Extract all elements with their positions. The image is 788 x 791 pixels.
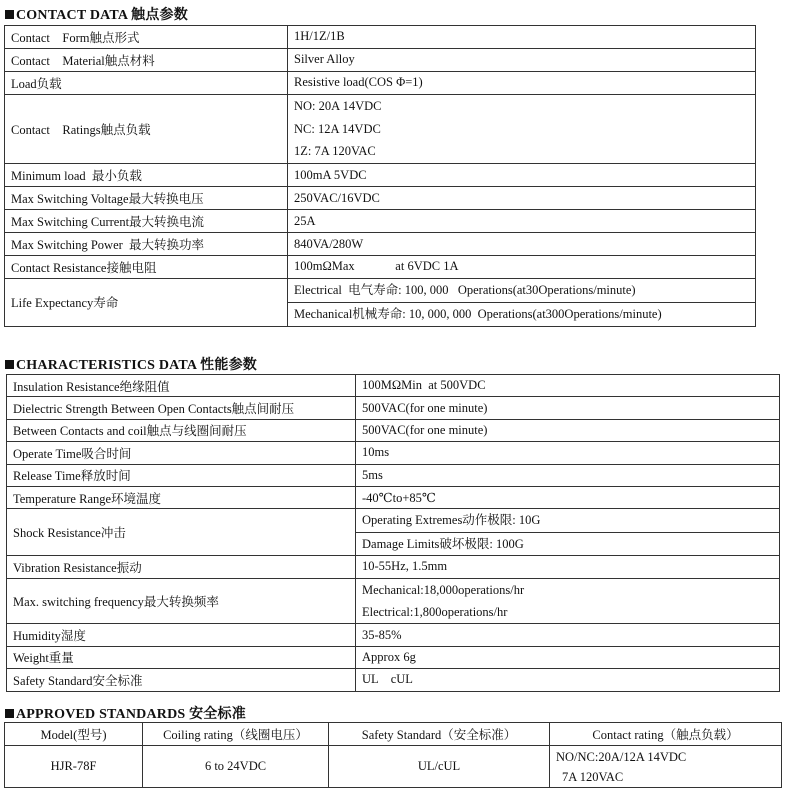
table-row xyxy=(7,646,780,668)
row-value: Electrical:1,800operations/hr xyxy=(362,604,508,619)
square-bullet-icon xyxy=(5,10,14,19)
contact-data-title: CONTACT DATA 触点参数 xyxy=(16,8,188,23)
row-value: 5ms xyxy=(356,464,780,486)
table-row xyxy=(5,746,782,788)
header-model: Model(型号) xyxy=(5,723,143,746)
header-safety-standard: Safety Standard（安全标准） xyxy=(329,723,550,746)
row-label: Minimum load 最小负载 xyxy=(5,164,288,187)
row-label: Safety Standard安全标准 xyxy=(7,669,356,691)
table-row xyxy=(7,624,780,646)
square-bullet-icon xyxy=(5,360,14,369)
table-row xyxy=(5,94,756,164)
contact-data-table xyxy=(4,25,756,327)
table-row xyxy=(7,509,780,556)
row-label: Insulation Resistance绝缘阻值 xyxy=(7,375,356,397)
table-row xyxy=(7,669,780,691)
header-contact-rating: Contact rating（触点负载） xyxy=(550,723,782,746)
characteristics-data-table xyxy=(6,374,780,692)
contact-data-heading xyxy=(5,4,188,24)
row-value: 1Z: 7A 120VAC xyxy=(294,144,376,159)
table-row xyxy=(5,255,756,278)
characteristics-data-title: CHARACTERISTICS DATA 性能参数 xyxy=(16,358,257,373)
row-value: Electrical 电气寿命: 100, 000 Operations(at30Operations/minute) xyxy=(294,282,636,297)
row-value: 1H/1Z/1B xyxy=(288,26,756,49)
row-value: Mechanical:18,000operations/hr xyxy=(362,582,525,597)
table-row xyxy=(5,233,756,256)
model-cell: HJR-78F xyxy=(5,746,143,788)
row-label: Contact Ratings触点负载 xyxy=(5,94,288,164)
table-row xyxy=(7,397,780,419)
row-label: Weight重量 xyxy=(7,646,356,668)
row-value: 100mA 5VDC xyxy=(288,164,756,187)
header-coiling-rating: Coiling rating（线圈电压） xyxy=(143,723,329,746)
table-row xyxy=(7,486,780,508)
row-label: Vibration Resistance振动 xyxy=(7,556,356,578)
table-row xyxy=(7,375,780,397)
row-value: Silver Alloy xyxy=(288,48,756,71)
row-value: 25A xyxy=(288,210,756,233)
row-label: Contact Resistance接触电阻 xyxy=(5,255,288,278)
row-value-group xyxy=(356,578,780,624)
approved-standards-heading xyxy=(5,703,246,723)
row-value: 35-85% xyxy=(356,624,780,646)
row-value: Operating Extremes动作极限: 10G xyxy=(362,513,541,528)
row-label: Dielectric Strength Between Open Contacts触点间耐压 xyxy=(7,397,356,419)
table-row xyxy=(7,578,780,624)
table-row xyxy=(5,278,756,326)
table-row xyxy=(5,164,756,187)
contact-rating-line: 7A 120VAC xyxy=(562,769,624,784)
row-label: Operate Time吸合时间 xyxy=(7,442,356,464)
row-label: Max Switching Voltage最大转换电压 xyxy=(5,187,288,210)
row-label: Between Contacts and coil触点与线圈间耐压 xyxy=(7,419,356,441)
row-value: UL cUL xyxy=(356,669,780,691)
row-value: 250VAC/16VDC xyxy=(288,187,756,210)
table-row xyxy=(5,187,756,210)
row-label: Temperature Range环境温度 xyxy=(7,486,356,508)
row-label: Life Expectancy寿命 xyxy=(5,278,288,326)
row-value: 100MΩMin at 500VDC xyxy=(356,375,780,397)
row-label: Max Switching Current最大转换电流 xyxy=(5,210,288,233)
row-value: Approx 6g xyxy=(356,646,780,668)
contact-rating-cell xyxy=(550,746,782,788)
table-header-row xyxy=(5,723,782,746)
row-value: 500VAC(for one minute) xyxy=(356,397,780,419)
row-label: Humidity湿度 xyxy=(7,624,356,646)
row-value: 10ms xyxy=(356,442,780,464)
contact-rating-line: NO/NC:20A/12A 14VDC xyxy=(556,749,687,764)
table-row xyxy=(7,464,780,486)
row-label: Contact Material触点材料 xyxy=(5,48,288,71)
approved-standards-table xyxy=(4,722,782,788)
row-label: Max Switching Power 最大转换功率 xyxy=(5,233,288,256)
approved-standards-title: APPROVED STANDARDS 安全标准 xyxy=(16,707,246,722)
row-value: Resistive load(COS Φ=1) xyxy=(288,71,756,94)
row-value: Damage Limits破坏极限: 100G xyxy=(356,532,779,555)
safety-cell: UL/cUL xyxy=(329,746,550,788)
table-row xyxy=(5,71,756,94)
table-row xyxy=(5,26,756,49)
row-value: 10-55Hz, 1.5mm xyxy=(356,556,780,578)
row-value-group xyxy=(288,94,756,164)
row-value: NC: 12A 14VDC xyxy=(294,121,381,136)
row-value: -40℃to+85℃ xyxy=(356,486,780,508)
row-label: Shock Resistance冲击 xyxy=(7,509,356,556)
row-label: Contact Form触点形式 xyxy=(5,26,288,49)
row-value: NO: 20A 14VDC xyxy=(294,98,382,113)
row-value: 500VAC(for one minute) xyxy=(356,419,780,441)
row-label: Load负载 xyxy=(5,71,288,94)
row-label: Max. switching frequency最大转换频率 xyxy=(7,578,356,624)
row-value: 840VA/280W xyxy=(288,233,756,256)
row-value-group xyxy=(288,278,756,326)
row-value: 100mΩMax at 6VDC 1A xyxy=(288,255,756,278)
row-value: Mechanical机械寿命: 10, 000, 000 Operations(at300Operations/minute) xyxy=(288,302,755,326)
table-row xyxy=(7,556,780,578)
table-row xyxy=(5,48,756,71)
row-value-group xyxy=(356,509,780,556)
row-label: Release Time释放时间 xyxy=(7,464,356,486)
table-row xyxy=(7,442,780,464)
table-row xyxy=(7,419,780,441)
characteristics-data-heading xyxy=(5,354,257,374)
table-row xyxy=(5,210,756,233)
square-bullet-icon xyxy=(5,709,14,718)
coil-cell: 6 to 24VDC xyxy=(143,746,329,788)
